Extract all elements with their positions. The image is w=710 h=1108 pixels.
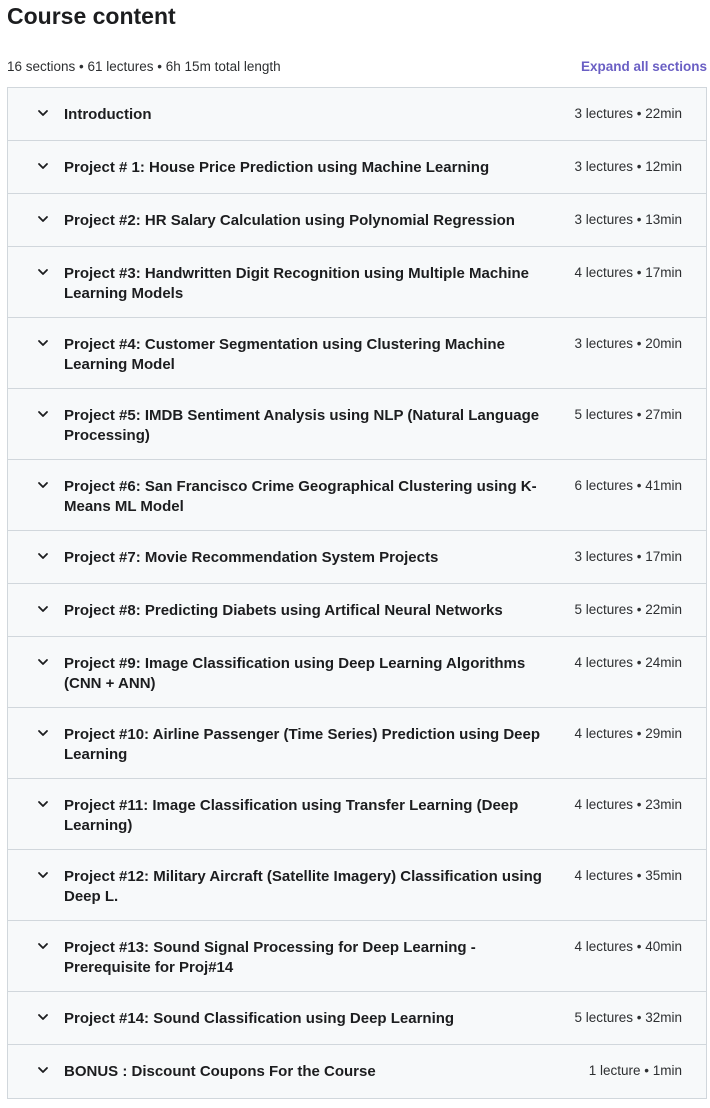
section-meta: 4 lectures • 23min [574,797,682,812]
section-meta: 1 lecture • 1min [588,1063,682,1078]
chevron-down-icon [36,336,50,350]
section-item[interactable] [8,1045,706,1098]
chevron-down-icon [36,1063,50,1077]
section-meta: 4 lectures • 24min [574,655,682,670]
section-title: Project # 1: House Price Prediction using Machine Learning [64,159,490,176]
section-title: Project #8: Predicting Diabets using Artifical Neural Networks [64,602,503,619]
section-title: Introduction [64,106,152,123]
section-item[interactable] [8,708,706,779]
section-meta: 4 lectures • 17min [574,265,682,280]
chevron-down-icon [36,549,50,563]
summary-row [7,56,707,76]
chevron-down-icon [36,106,50,120]
section-meta: 6 lectures • 41min [574,478,682,493]
section-item[interactable] [8,921,706,992]
section-item[interactable] [8,247,706,318]
section-item[interactable] [8,318,706,389]
section-item[interactable] [8,389,706,460]
section-item[interactable] [8,584,706,637]
section-title: Project #7: Movie Recommendation System Projects [64,549,439,566]
section-title: BONUS : Discount Coupons For the Course [64,1063,376,1080]
section-title: Project #12: Military Aircraft (Satellite Imagery) Classification using Deep L. [64,868,542,905]
section-title: Project #10: Airline Passenger (Time Series) Prediction using Deep Learning [64,726,541,763]
chevron-down-icon [36,1010,50,1024]
expand-all-sections-button[interactable]: Expand all sections [580,58,707,74]
section-item[interactable] [8,637,706,708]
chevron-down-icon [36,868,50,882]
section-title: Project #3: Handwritten Digit Recognition using Multiple Machine Learning Models [64,265,530,302]
sections-list [7,87,707,1099]
section-meta: 4 lectures • 40min [574,939,682,954]
section-item[interactable] [8,531,706,584]
section-title: Project #9: Image Classification using Deep Learning Algorithms (CNN + ANN) [64,655,526,692]
section-title: Project #11: Image Classification using Transfer Learning (Deep Learning) [64,797,519,834]
section-title: Project #6: San Francisco Crime Geographical Clustering using K-Means ML Model [64,478,537,515]
section-meta: 3 lectures • 17min [574,549,682,564]
section-item[interactable] [8,850,706,921]
section-title: Project #4: Customer Segmentation using Clustering Machine Learning Model [64,336,505,373]
section-title: Project #5: IMDB Sentiment Analysis using NLP (Natural Language Processing) [64,407,540,444]
section-meta: 5 lectures • 22min [574,602,682,617]
section-title: Project #13: Sound Signal Processing for Deep Learning - Prerequisite for Proj#14 [64,939,476,976]
section-item[interactable] [8,779,706,850]
chevron-down-icon [36,939,50,953]
section-item[interactable] [8,460,706,531]
section-item[interactable] [8,141,706,194]
section-item[interactable] [8,88,706,141]
section-meta: 4 lectures • 35min [574,868,682,883]
chevron-down-icon [36,212,50,226]
chevron-down-icon [36,602,50,616]
section-meta: 4 lectures • 29min [574,726,682,741]
chevron-down-icon [36,726,50,740]
chevron-down-icon [36,159,50,173]
chevron-down-icon [36,407,50,421]
section-meta: 3 lectures • 22min [574,106,682,121]
course-summary: 16 sections • 61 lectures • 6h 15m total length [7,58,281,74]
section-title: Project #14: Sound Classification using Deep Learning [64,1010,455,1027]
section-title: Project #2: HR Salary Calculation using Polynomial Regression [64,212,515,229]
page-title: Course content [7,3,176,29]
chevron-down-icon [36,265,50,279]
section-item[interactable] [8,194,706,247]
section-meta: 5 lectures • 27min [574,407,682,422]
section-meta: 3 lectures • 13min [574,212,682,227]
section-meta: 3 lectures • 12min [574,159,682,174]
section-item[interactable] [8,992,706,1045]
chevron-down-icon [36,655,50,669]
chevron-down-icon [36,797,50,811]
section-meta: 5 lectures • 32min [574,1010,682,1025]
section-meta: 3 lectures • 20min [574,336,682,351]
chevron-down-icon [36,478,50,492]
